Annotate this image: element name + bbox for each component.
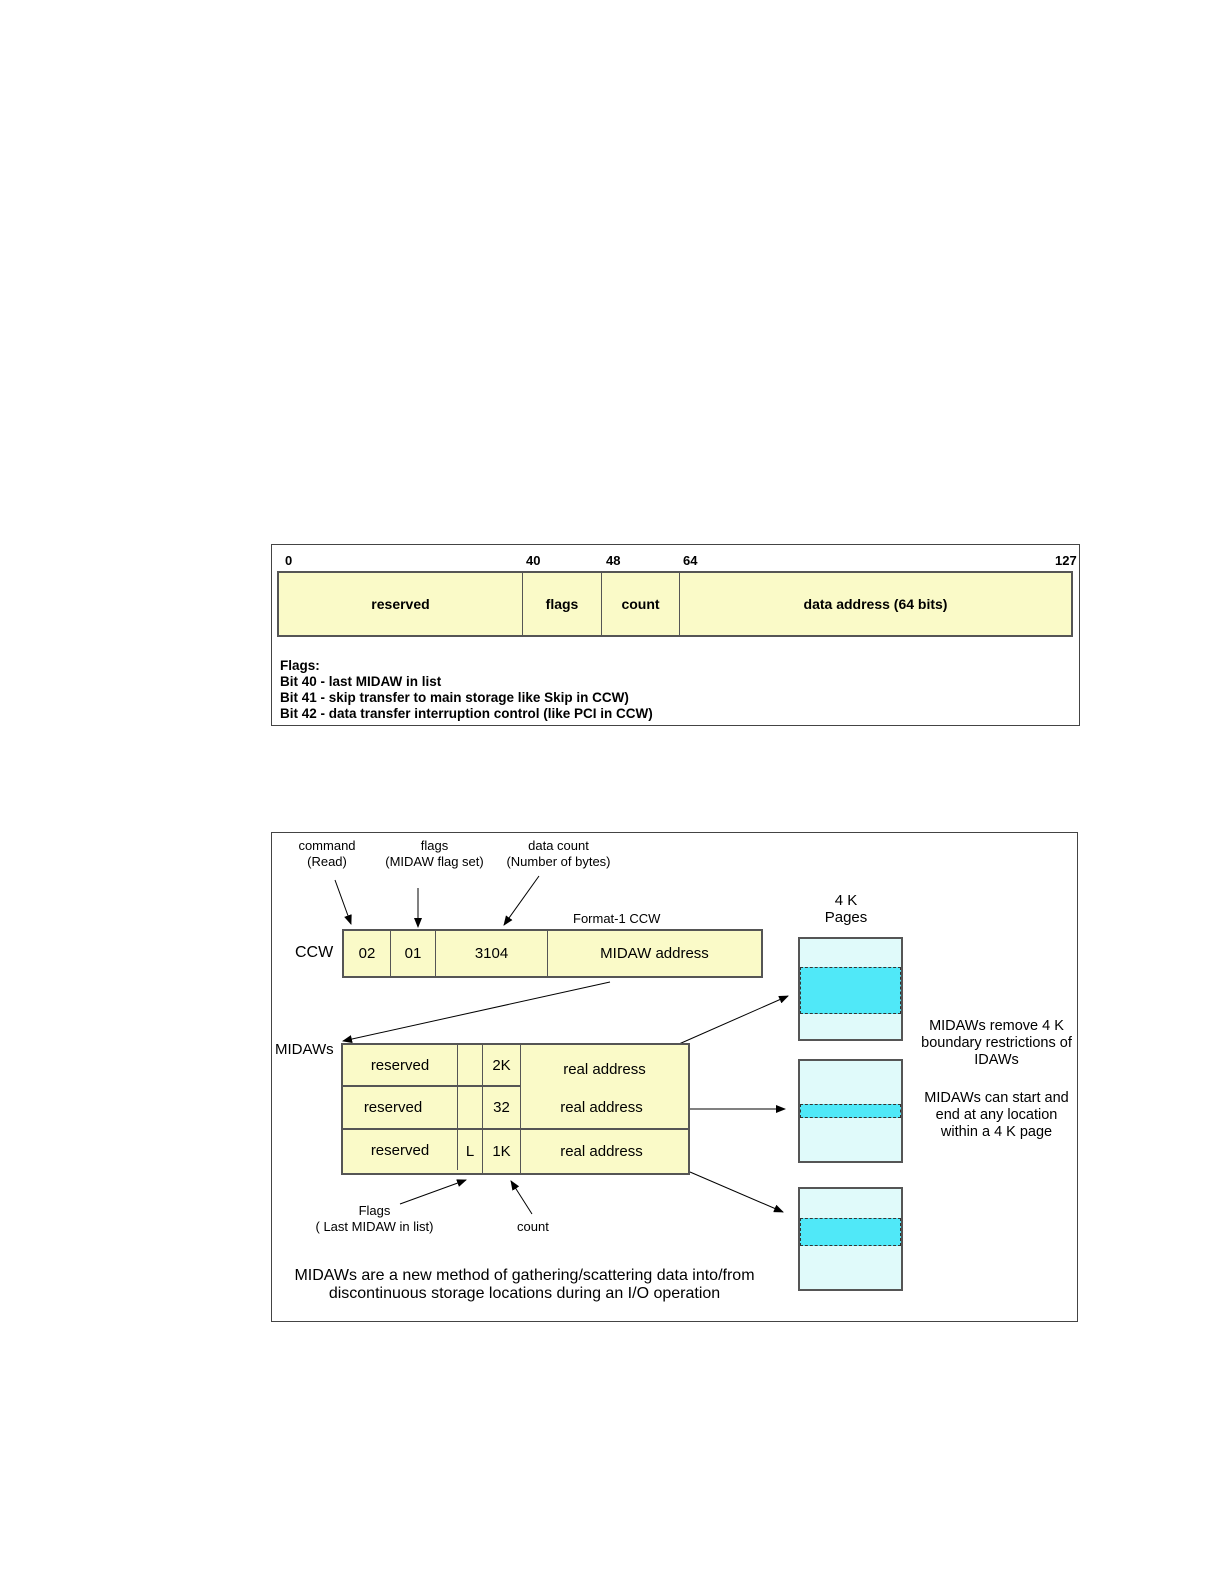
last-midaw-flag-annotation xyxy=(302,1203,447,1235)
midaws-label: MIDAWs xyxy=(275,1041,334,1058)
data-count-sub: (Number of bytes) xyxy=(506,854,611,869)
midaw-1-count: 2K xyxy=(483,1045,521,1085)
arrow-count xyxy=(511,1181,532,1214)
command-annotation xyxy=(277,838,377,870)
flags-title: Flags: xyxy=(280,658,320,673)
pages-line-2: Pages xyxy=(824,909,868,926)
note-location-line-3: within a 4 K page xyxy=(940,1124,1053,1140)
bit-label-40: 40 xyxy=(526,553,541,568)
midaw-2-count: 32 xyxy=(483,1087,521,1128)
midaw-3-flag: L xyxy=(458,1130,483,1173)
page-1-data-region xyxy=(800,967,901,1014)
midaw-3-count: 1K xyxy=(483,1130,521,1173)
ccw-flags-cell: 01 xyxy=(391,931,436,976)
data-count-annotation xyxy=(492,838,625,870)
midaw-3-reserved: reserved xyxy=(343,1130,458,1170)
arrow-data-count xyxy=(504,876,539,925)
midaw-1-flag xyxy=(458,1045,483,1085)
data-count-label: data count xyxy=(528,838,589,853)
ccw-command-cell: 02 xyxy=(344,931,391,976)
note-location-line-1: MIDAWs can start and xyxy=(924,1090,1069,1106)
midaw-2-flag xyxy=(458,1087,483,1128)
field-data-address: data address (64 bits) xyxy=(680,573,1071,635)
note-location xyxy=(914,1090,1079,1141)
note-boundary-line-2: boundary restrictions of xyxy=(921,1035,1072,1051)
flag-bit-41: Bit 41 - skip transfer to main storage like Skip in CCW) xyxy=(280,690,629,705)
midaw-format-figure xyxy=(271,544,1080,726)
bit-label-64: 64 xyxy=(683,553,698,568)
note-boundary-line-1: MIDAWs remove 4 K xyxy=(929,1018,1064,1034)
note-boundary-line-3: IDAWs xyxy=(974,1052,1019,1068)
command-label: command xyxy=(298,838,356,853)
flags-description xyxy=(280,658,653,722)
midaw-1-address: real address xyxy=(521,1049,688,1089)
caption-line-2: discontinuous storage locations during an I/O operation xyxy=(328,1285,721,1302)
midaw-3-address: real address xyxy=(521,1130,688,1173)
bit-label-0: 0 xyxy=(285,553,293,568)
page-1 xyxy=(798,937,903,1041)
flag-bit-42: Bit 42 - data transfer interruption control (like PCI in CCW) xyxy=(280,706,653,721)
midaw-usage-figure xyxy=(271,832,1078,1322)
ccw-midaw-address-cell: MIDAW address xyxy=(548,931,761,976)
command-sub: (Read) xyxy=(307,854,347,869)
page-3 xyxy=(798,1187,903,1291)
bottom-flags-label: Flags xyxy=(358,1203,391,1218)
flags-annotation xyxy=(372,838,497,870)
flags-label: flags xyxy=(420,838,449,853)
midaw-row-2 xyxy=(343,1087,688,1130)
arrow-midaw3-to-page3 xyxy=(690,1172,783,1212)
bottom-flags-sub: ( Last MIDAW in list) xyxy=(315,1219,434,1234)
midaw-1-reserved: reserved xyxy=(343,1045,458,1085)
figure-caption xyxy=(277,1267,772,1303)
flags-sub: (MIDAW flag set) xyxy=(385,854,484,869)
field-reserved: reserved xyxy=(279,573,523,635)
bottom-count-label: count xyxy=(517,1219,549,1234)
midaw-2-reserved: reserved xyxy=(343,1087,458,1128)
arrow-command xyxy=(335,880,351,924)
midaw-row-3 xyxy=(343,1130,688,1173)
bit-label-127: 127 xyxy=(1055,553,1077,568)
field-count: count xyxy=(602,573,680,635)
note-boundary xyxy=(914,1018,1079,1069)
field-flags: flags xyxy=(523,573,602,635)
caption-line-1: MIDAWs are a new method of gathering/scattering data into/from xyxy=(294,1267,755,1284)
arrow-ccw-to-midaws xyxy=(343,982,610,1041)
arrow-midaw1-to-page1 xyxy=(679,996,788,1044)
ccw-label: CCW xyxy=(295,944,334,961)
page-2 xyxy=(798,1059,903,1163)
midaw-2-address: real address xyxy=(521,1087,688,1128)
arrow-last-flag xyxy=(400,1180,466,1204)
midaw-row-1 xyxy=(343,1045,688,1087)
bit-label-48: 48 xyxy=(606,553,621,568)
page-2-data-region xyxy=(800,1104,901,1118)
pages-heading xyxy=(798,892,894,926)
ccw-count-cell: 3104 xyxy=(436,931,548,976)
format-1-ccw-label: Format-1 CCW xyxy=(573,911,661,926)
flag-bit-40: Bit 40 - last MIDAW in list xyxy=(280,674,442,689)
pages-line-1: 4 K xyxy=(834,892,858,909)
page-3-data-region xyxy=(800,1218,901,1246)
note-location-line-2: end at any location xyxy=(935,1107,1058,1123)
